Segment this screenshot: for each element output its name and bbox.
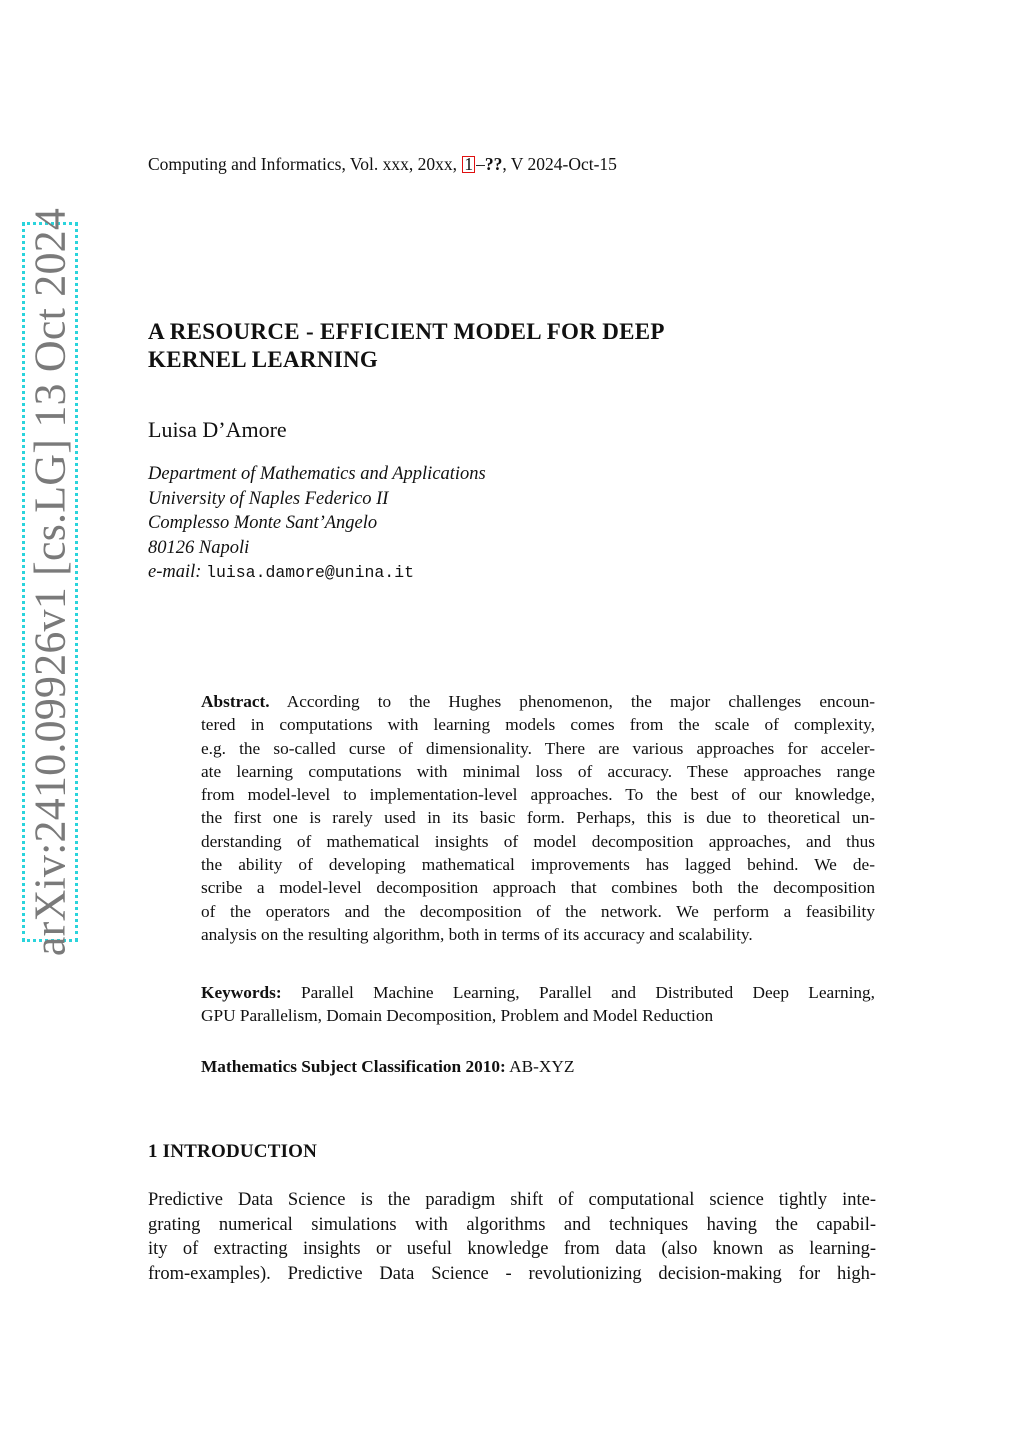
arxiv-identifier: arXiv:2410.09926v1 [cs.LG] 13 Oct 2024 (25, 207, 75, 957)
abstract-line: derstanding of mathematical insights of model decomposition approaches, and thus (201, 831, 875, 851)
title-line-2: KERNEL LEARNING (148, 347, 379, 372)
affiliation-block (148, 462, 486, 586)
last-page-placeholder: ?? (484, 154, 503, 174)
abstract-line: from model-level to implementation-level approaches. To the best of our knowledge, (201, 785, 875, 805)
abstract-line: analysis on the resulting algorithm, both in terms of its accuracy and scalability. (201, 924, 753, 944)
abstract-line: the first one is rarely used in its basic form. Perhaps, this is due to theoretical un- (201, 808, 875, 828)
paragraph-line: grating numerical simulations with algorithms and techniques having the capabil- (148, 1214, 876, 1235)
section-heading-introduction: 1 INTRODUCTION (148, 1141, 318, 1162)
email-address[interactable]: luisa.damore@unina.it (206, 563, 414, 582)
email-label: e-mail: (148, 562, 202, 582)
arxiv-stamp-link[interactable] (22, 207, 78, 957)
abstract-line: the ability of developing mathematical improvements has lagged behind. We de- (201, 855, 875, 875)
introduction-paragraph (148, 1188, 876, 1286)
author-name: Luisa D’Amore (148, 417, 287, 442)
paragraph-line: from-examples). Predictive Data Science - revolutionizing decision-making for high- (148, 1263, 876, 1284)
email-line (148, 560, 486, 586)
first-page-link[interactable]: 1 (464, 154, 474, 174)
title-line-1: A RESOURCE - EFFICIENT MODEL FOR DEEP (148, 319, 665, 344)
paper-title (148, 318, 868, 374)
running-header (148, 154, 617, 175)
version-date: , V 2024-Oct-15 (502, 154, 617, 174)
page-range-dash: – (476, 154, 485, 174)
keywords (201, 981, 875, 1028)
msc-value: AB-XYZ (509, 1057, 575, 1076)
abstract-line: e.g. the so-called curse of dimensionality. There are various approaches for acceler- (201, 738, 875, 758)
abstract (201, 690, 875, 946)
keywords-line: GPU Parallelism, Domain Decomposition, Problem and Model Reduction (201, 1006, 714, 1026)
department: Department of Mathematics and Applications (148, 464, 486, 484)
subject-classification (201, 1057, 574, 1077)
journal-citation: Computing and Informatics, Vol. xxx, 20xx, (148, 154, 457, 174)
abstract-label: Abstract. (201, 692, 270, 711)
city: 80126 Napoli (148, 537, 250, 558)
paragraph-line: Predictive Data Science is the paradigm shift of computational science tightly inte- (148, 1190, 876, 1210)
paragraph-line: ity of extracting insights or useful knowledge from data (also known as learning- (148, 1239, 876, 1259)
keywords-label: Keywords: (201, 983, 282, 1002)
campus: Complesso Monte Sant’Angelo (148, 513, 378, 533)
abstract-line: scribe a model-level decomposition approach that combines both the decomposition (201, 878, 875, 898)
university: University of Naples Federico II (148, 488, 389, 509)
abstract-line: tered in computations with learning models comes from the scale of complexity, (201, 715, 875, 735)
abstract-line: ate learning computations with minimal loss of accuracy. These approaches range (201, 761, 875, 781)
abstract-line: Abstract. According to the Hughes phenomenon, the major challenges encoun- (201, 692, 875, 711)
msc-label: Mathematics Subject Classification 2010: (201, 1057, 506, 1076)
abstract-line: of the operators and the decomposition of the network. We perform a feasibility (201, 901, 875, 921)
keywords-line: Keywords: Parallel Machine Learning, Parallel and Distributed Deep Learning, (201, 983, 875, 1002)
